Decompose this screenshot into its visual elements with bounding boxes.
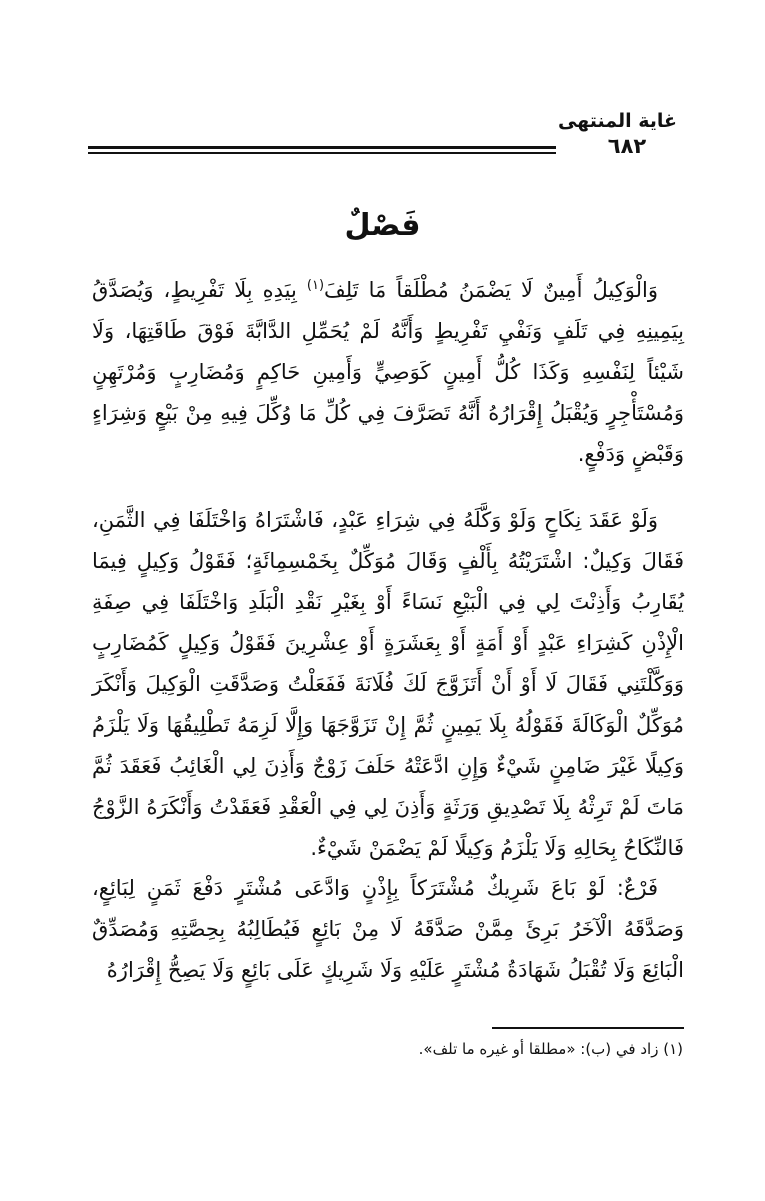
footnote: (١) زاد في (ب): «مطلقا أو غيره ما تلف».: [418, 1040, 683, 1058]
paragraph-3: [92, 868, 684, 991]
paragraph-3-body: فَرْعٌ: لَوْ بَاعَ شَرِيكٌ مُشْتَرَكاً بِإِذْنٍ وَادَّعَى مُشْتَرٍ دَفْعَ ثَمَنٍ لِبَائِعٍ، وَصَدَّقَهُ الْآخَرُ بَرِئَ مِمَّنْ صَدَّقَهُ لَا مِنْ بَائِعٍ فَيُطَالِبُهُ بِحِصَّتِهِ وَمُصَدِّقٌ الْبَائِعَ وَلَا تُقْبَلُ شَهَادَةُ مُشْتَرٍ عَلَيْهِ وَلَا شَرِيكٍ عَلَى بَائِعٍ وَلَا يَصِحُّ إِقْرَارُهُ: [92, 876, 684, 982]
footnote-reference-mark: (١): [306, 278, 325, 293]
running-title: غاية المنتهى: [557, 110, 677, 132]
paragraph-2-text: [92, 500, 684, 869]
header-rule-thick-line: [88, 146, 556, 149]
section-heading: فَصْلٌ: [344, 208, 421, 243]
header-rule-thin-line: [88, 152, 556, 154]
paragraph-2: [92, 500, 684, 869]
page-number: ٦٨٢: [607, 134, 647, 158]
paragraph-1-text-rest: بِيَدِهِ بِلَا تَفْرِيطٍ، وَيُصَدَّقُ بِيَمِينِهِ فِي تَلَفٍ وَنَفْيِ تَفْرِيطٍ وَأَنَّهُ لَمْ يُحَمِّلِ الدَّابَّةَ فَوْقَ طَاقَتِهَا، وَلَا شَيْئاً لِنَفْسِهِ وَكَذَا كُلُّ أَمِينٍ كَوَصِيٍّ وَأَمِينِ حَاكِمٍ وَمُضَارِبٍ وَمُرْتَهِنٍ وَمُسْتَأْجِرٍ وَيُقْبَلُ إِقْرَارُهُ أَنَّهُ تَصَرَّفَ فِي كُلِّ مَا وُكِّلَ فِيهِ مِنْ بَيْعٍ وَشِرَاءٍ وَقَبْضٍ وَدَفْعٍ.: [92, 278, 684, 466]
paragraph-1-text-start: وَالْوَكِيلُ أَمِينٌ لَا يَضْمَنُ مُطْلَقاً مَا تَلِفَ: [324, 278, 658, 302]
paragraph-3-text: [92, 868, 684, 991]
paragraph-2-body: وَلَوْ عَقَدَ نِكَاحٍ وَلَوْ وَكَّلَهُ فِي شِرَاءِ عَبْدٍ، فَاشْتَرَاهُ وَاخْتَلَفَا فِي الثَّمَنِ، فَقَالَ وَكِيلٌ: اشْتَرَيْتُهُ بِأَلْفٍ وَقَالَ مُوَكِّلٌ بِخَمْسِمِائَةٍ؛ فَقَوْلُ وَكِيلٍ فِيمَا يُقَارِبُ وَأَذِنْتَ لِي فِي الْبَيْعِ نَسَاءً أَوْ بِغَيْرِ نَقْدِ الْبَلَدِ وَاخْتَلَفَا فِي صِفَةِ الْإِذْنِ كَشِرَاءِ عَبْدٍ أَوْ أَمَةٍ أَوْ بِعَشَرَةٍ أَوْ عِشْرِينَ فَقَوْلُ وَكِيلٍ كَمُضَارِبٍ وَوَكَّلْتَنِي فَقَالَ لَا أَوْ أَنْ أَتَزَوَّجَ لَكَ فُلَانَةَ فَفَعَلْتُ وَصَدَّقَتِ الْوَكِيلَ وَأَنْكَرَ مُوَكِّلٌ الْوَكَالَةَ فَقَوْلُهُ بِلَا يَمِينٍ ثُمَّ إِنْ تَزَوَّجَهَا وَإِلَّا لَزِمَهُ تَطْلِيقُهَا وَلَا يَلْزَمُ وَكِيلًا غَيْرَ ضَامِنٍ شَيْءٌ وَإِنِ ادَّعَتْهُ حَلَفَ زَوْجٌ وَأَذِنَ لِي الْغَائِبُ فَعَقَدَ ثُمَّ مَاتَ لَمْ تَرِثْهُ بِلَا تَصْدِيقِ وَرَثَةٍ وَأَذِنَ لِي فِي الْعَقْدِ فَعَقَدْتُ وَأَنْكَرَهُ الزَّوْجُ فَالنِّكَاحُ بِحَالِهِ وَلَا يَلْزَمُ وَكِيلًا لَمْ يَضْمَنْ شَيْءٌ.: [92, 508, 684, 860]
paragraph-1-text: [92, 270, 684, 475]
footnote-separator: [492, 1027, 684, 1029]
header-double-rule: [88, 146, 556, 155]
paragraph-1: [92, 270, 684, 475]
